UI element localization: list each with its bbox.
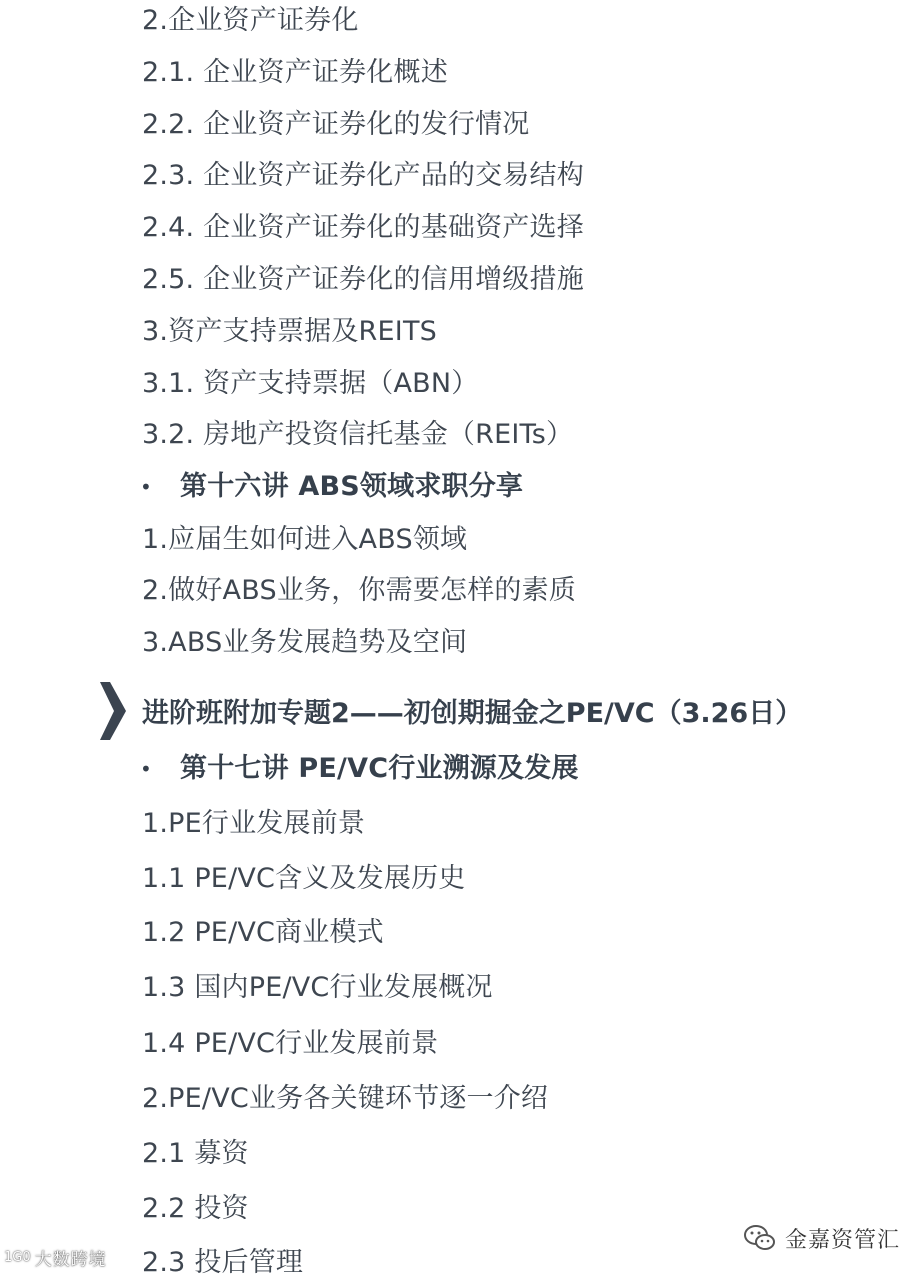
list-item: 1.PE行业发展前景: [142, 808, 366, 839]
list-item: 2.企业资产证券化: [142, 5, 359, 36]
list-item: 2.3. 企业资产证券化产品的交易结构: [142, 160, 584, 191]
list-item: 3.2. 房地产投资信托基金（REITs）: [142, 419, 574, 450]
chevron-right-icon: [100, 682, 126, 740]
bullet-marker: •: [140, 757, 152, 781]
watermark-text: 金嘉资管汇: [784, 1227, 900, 1253]
list-item: 2.2. 企业资产证券化的发行情况: [142, 109, 530, 140]
list-item: 1.1 PE/VC含义及发展历史: [142, 863, 466, 894]
list-item: 2.3 投后管理: [142, 1247, 304, 1278]
list-item: 3.1. 资产支持票据（ABN）: [142, 368, 479, 399]
watermark-right: [743, 1220, 900, 1256]
list-item: 2.PE/VC业务各关键环节逐一介绍: [142, 1083, 549, 1114]
list-item: 2.1 募资: [142, 1138, 249, 1169]
lecture-heading: 第十六讲 ABS领域求职分享: [180, 471, 524, 502]
wechat-icon: [743, 1223, 777, 1253]
watermark-left: [4, 1244, 107, 1270]
list-item: 2.2 投资: [142, 1193, 249, 1224]
list-item: 1.3 国内PE/VC行业发展概况: [142, 972, 493, 1003]
list-item: 2.5. 企业资产证券化的信用增级措施: [142, 264, 584, 295]
watermark-logo: 1G0: [4, 1249, 31, 1265]
list-item: 1.应届生如何进入ABS领域: [142, 524, 468, 555]
list-item: 3.ABS业务发展趋势及空间: [142, 627, 468, 658]
list-item: 2.4. 企业资产证券化的基础资产选择: [142, 212, 584, 243]
list-item: 3.资产支持票据及REITS: [142, 316, 437, 347]
lecture-heading: 第十七讲 PE/VC行业溯源及发展: [180, 753, 579, 784]
list-item: 2.1. 企业资产证券化概述: [142, 57, 448, 88]
list-item: 1.4 PE/VC行业发展前景: [142, 1028, 439, 1059]
section-heading: 进阶班附加专题2——初创期掘金之PE/VC（3.26日）: [142, 698, 803, 729]
list-item: 1.2 PE/VC商业模式: [142, 917, 384, 948]
watermark-text: 大数跨境: [34, 1249, 107, 1270]
list-item: 2.做好ABS业务，你需要怎样的素质: [142, 575, 577, 606]
bullet-marker: •: [140, 475, 152, 499]
